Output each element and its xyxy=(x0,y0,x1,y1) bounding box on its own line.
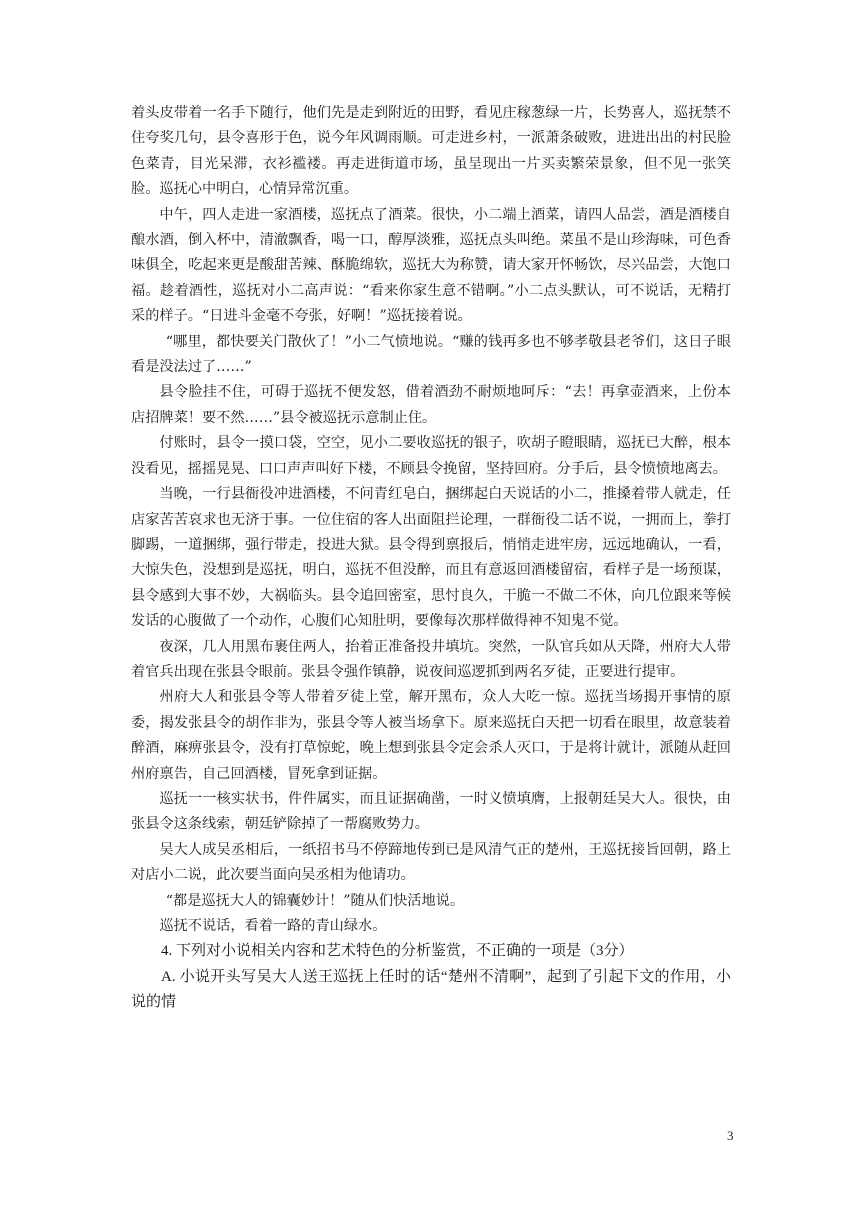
passage-paragraph-5: 付账时，县令一摸口袋，空空，见小二要收巡抚的银子，吹胡子瞪眼睛，巡抚已大醉，根本没看见，摇摇晃晃、口口声声叫好下楼，不顾县令挽留，坚持回府。分手后，县令愤愤地离去。 xyxy=(131,435,731,477)
passage-paragraph-8: 州府大人和张县令等人带着歹徒上堂，解开黑布，众人大吃一惊。巡抚当场揭开事情的原委，揭发张县令的胡作非为，张县令等人被当场拿下。原来巡抚白天把一切看在眼里，故意装着醉酒，麻痹张县令，没有打草惊蛇，晚上想到张县令定会杀人灭口，于是将计就计，派随从赶回州府禀告，自己回酒楼，冒死拿到证据。 xyxy=(131,689,731,782)
passage-paragraph-6: 当晚，一行县衙役冲进酒楼，不问青红皂白，捆绑起白天说话的小二，推搡着带人就走，任店家苦苦哀求也无济于事。一位住宿的客人出面阻拦论理，一群衙役二话不说，一拥而上，拳打脚踢，一道捆绑，强行带走，投进大狱。县令得到禀报后，悄悄走进牢房，远远地确认，一看，大惊失色，没想到是巡抚，明白，巡抚不但没醉，而且有意返回酒楼留宿，看样子是一场预谋，县令感到大事不妙，大祸临头。县令追回密室，思忖良久，干脆一不做二不休，向几位跟来等候发话的心腹做了一个动作，心腹们心知肚明，要像每次那样做得神不知鬼不觉。 xyxy=(131,486,731,630)
question-option-a: A. 小说开头写吴大人送王巡抚上任时的话“楚州不清啊”，起到了引起下文的作用，小说的情 xyxy=(131,968,731,1011)
passage-paragraph-4: 县令脸挂不住，可碍于巡抚不便发怒，借着酒劲不耐烦地呵斥：“去！再拿壶酒来，上份本店招牌菜！要不然……”县令被巡抚示意制止住。 xyxy=(131,384,731,426)
page-number: 3 xyxy=(727,1128,734,1143)
passage-paragraph-2: 中午，四人走进一家酒楼，巡抚点了酒菜。很快，小二端上酒菜，请四人品尝，酒是酒楼自酿水酒，倒入杯中，清澈飘香，喝一口，醇厚淡雅，巡抚点头叫绝。菜虽不是山珍海味，可色香味俱全，吃起来更是酸甜苦辣、酥脆绵软，巡抚大为称赞，请大家开怀畅饮，尽兴品尝，大饱口福。趁着酒性，巡抚对小二高声说：“看来你家生意不错啊。”小二点头默认，可不说话，无精打采的样子。“日进斗金毫不夸张，好啊！”巡抚接着说。 xyxy=(131,206,731,325)
passage-paragraph-9: 巡抚一一核实状书，件件属实，而且证据确凿，一时义愤填膺，上报朝廷吴大人。很快，由张县令这条线索，朝廷铲除掉了一帮腐败势力。 xyxy=(131,790,731,833)
passage-paragraph-10: 吴大人成吴丞相后，一纸招书马不停蹄地传到已是风清气正的楚州，王巡抚接旨回朝，路上对店小二说，此次要当面向吴丞相为他请功。 xyxy=(131,841,731,884)
passage-paragraph-1: 着头皮带着一名手下随行，他们先是走到附近的田野，看见庄稼葱绿一片，长势喜人，巡抚禁不住夸奖几句，县令喜形于色，说今年风调雨顺。可走进乡村，一派萧条破败，进进出出的村民脸色菜青，目光呆滞，衣衫褴褛。再走进街道市场，虽呈现出一片买卖繁荣景象，但不见一张笑脸。巡抚心中明白，心情异常沉重。 xyxy=(131,105,731,198)
passage-paragraph-3: “哪里，都快要关门散伙了！”小二气愤地说。“赚的钱再多也不够孝敬县老爷们，这日子眼看是没法过了……” xyxy=(131,333,731,376)
passage-paragraph-7: 夜深，几人用黑布裹住两人，抬着正准备投井填坑。突然，一队官兵如从天降，州府大人带着官兵出现在张县令眼前。张县令强作镇静，说夜间巡逻抓到两名歹徒，正要进行提审。 xyxy=(131,638,731,680)
passage-paragraph-12: 巡抚不说话，看着一路的青山绿水。 xyxy=(159,918,387,934)
question-stem: 4. 下列对小说相关内容和艺术特色的分析鉴赏，不正确的一项是（3分） xyxy=(161,943,634,960)
page-content xyxy=(131,101,731,1016)
passage-paragraph-11: “都是巡抚大人的锦囊妙计！”随从们快活地说。 xyxy=(165,892,465,909)
